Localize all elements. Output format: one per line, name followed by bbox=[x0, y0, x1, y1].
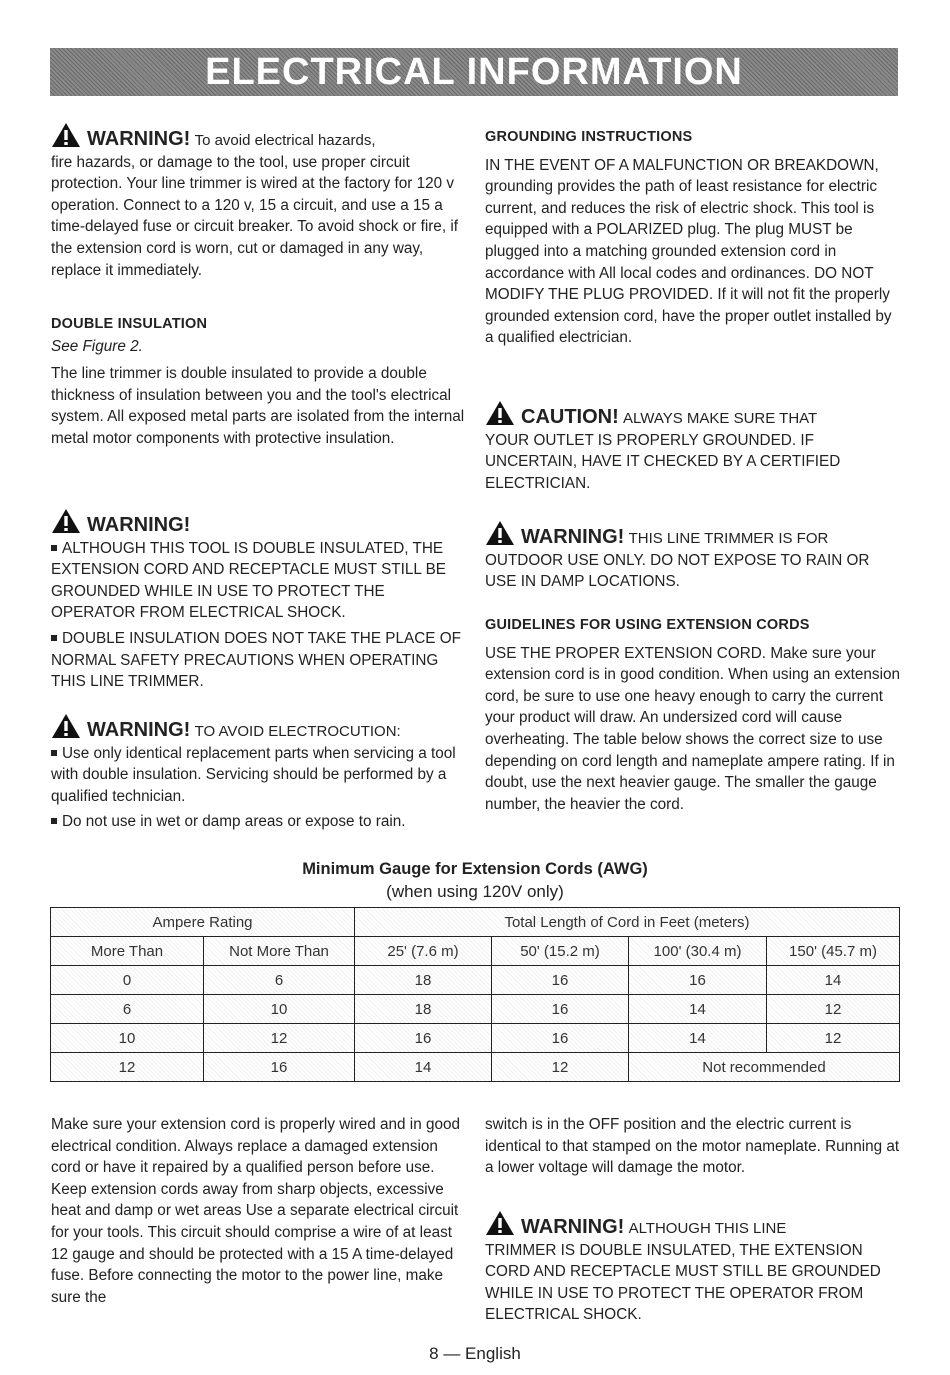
bullet-text: DOUBLE INSULATION DOES NOT TAKE THE PLACE OF NORMAL SAFETY PRECAUTIONS WHEN OPERATING THIS LINE TRIMMER. bbox=[51, 629, 461, 691]
table-cell: 10 bbox=[204, 995, 355, 1024]
section-body: Make sure your extension cord is properly wired and in good electrical condition. Always replace a damaged extension cord or have it repaired by a qualified person before use. Keep extension cords away from sharp objects, excessive heat and damp or wet areas Use a separate electrical circuit for your tools. This circuit should comprise a wire of at least 12 gauge and should be protected with a 15 A time-delayed fuse. Before connecting the motor to the power line, make sure the bbox=[51, 1116, 460, 1306]
warning-body: OUTDOOR USE ONLY. DO NOT EXPOSE TO RAIN OR USE IN DAMP LOCATIONS. bbox=[485, 551, 870, 591]
section-body: switch is in the OFF position and the electric current is identical to that stamped on the motor nameplate. Running at a lower voltage will damage the motor. bbox=[485, 1116, 900, 1177]
warning-lead: To avoid electrical hazards, bbox=[194, 132, 376, 149]
caution-outlet-grounded bbox=[485, 400, 903, 494]
table-cell: 16 bbox=[204, 1053, 355, 1082]
warning-body: TRIMMER IS DOUBLE INSULATED, THE EXTENSION CORD AND RECEPTACLE MUST STILL BE GROUNDED WHILE IN USE TO PROTECT THE OPERATOR FROM ELECTRICAL SHOCK. bbox=[485, 1241, 881, 1324]
table-cell: 12 bbox=[767, 1024, 900, 1053]
bullet-icon bbox=[51, 750, 57, 756]
banner-title: ELECTRICAL INFORMATION bbox=[205, 50, 743, 93]
section-heading: GROUNDING INSTRUCTIONS bbox=[485, 129, 693, 145]
header-length-50: 50' (15.2 m) bbox=[492, 937, 629, 966]
caution-lead: ALWAYS MAKE SURE THAT bbox=[623, 410, 818, 427]
warning-electrical-hazards bbox=[51, 122, 467, 281]
header-total-length: Total Length of Cord in Feet (meters) bbox=[355, 908, 900, 937]
table-cell: 14 bbox=[629, 995, 767, 1024]
table-header-row bbox=[51, 908, 900, 937]
table-cell: 16 bbox=[355, 1024, 492, 1053]
warning-triangle-icon bbox=[485, 520, 515, 546]
table-cell: 18 bbox=[355, 966, 492, 995]
header-ampere-rating: Ampere Rating bbox=[51, 908, 355, 937]
table-row bbox=[51, 1024, 900, 1053]
table-subtitle: (when using 120V only) bbox=[386, 882, 564, 901]
table-cell: 12 bbox=[204, 1024, 355, 1053]
warning-triangle-icon bbox=[485, 1210, 515, 1236]
warning-label: WARNING! bbox=[87, 514, 191, 536]
bullet-icon bbox=[51, 635, 57, 641]
table-cell: 18 bbox=[355, 995, 492, 1024]
warning-label: WARNING! bbox=[521, 1216, 625, 1238]
warning-label: WARNING! bbox=[87, 719, 191, 741]
section-lead: IN THE EVENT OF A MALFUNCTION OR BREAKDOWN, bbox=[485, 156, 879, 174]
table-cell: 6 bbox=[204, 966, 355, 995]
table-row bbox=[51, 1053, 900, 1082]
warning-lead: THIS LINE TRIMMER IS FOR bbox=[628, 530, 829, 547]
table-row bbox=[51, 966, 900, 995]
extension-cord-guidelines bbox=[485, 615, 903, 815]
warning-lead: TO AVOID ELECTROCUTION: bbox=[194, 723, 401, 740]
table-cell: 10 bbox=[51, 1024, 204, 1053]
warning-lead: ALTHOUGH THIS LINE bbox=[628, 1220, 787, 1237]
table-cell: 14 bbox=[355, 1053, 492, 1082]
table-cell: 12 bbox=[51, 1053, 204, 1082]
header-length-25: 25' (7.6 m) bbox=[355, 937, 492, 966]
bullet-icon bbox=[51, 818, 57, 824]
warning-body: fire hazards, or damage to the tool, use proper circuit protection. Your line trimmer is wired at the factory for 120 v operation. Connect to a 120 v, 15 a circuit, and use a 15 a time-delayed fuse or circuit breaker. To avoid shock or fire, if the extension cord is worn, cut or damaged in any way, replace it immediately. bbox=[51, 153, 458, 279]
bullet-text: Use only identical replacement parts when servicing a tool with double insulation. Servicing should be performed by a qualified technician. bbox=[51, 744, 456, 805]
section-body: grounding provides the path of least resistance for electric current, and reduces the risk of electric shock. This tool is equipped with a POLARIZED plug. The plug MUST be plugged into a matching grounded extension cord in accordance with All local codes and ordinances. DO NOT MODIFY THE PLUG PROVIDED. If it will not fit the properly grounded extension cord, have the proper outlet installed by a qualified electrician. bbox=[485, 178, 892, 347]
figure-reference: See Figure 2. bbox=[51, 337, 143, 355]
table-cell: 16 bbox=[492, 995, 629, 1024]
warning-triangle-icon bbox=[51, 713, 81, 739]
warning-electrocution bbox=[51, 713, 467, 833]
section-heading: GUIDELINES FOR USING EXTENSION CORDS bbox=[485, 617, 810, 633]
table-cell: 12 bbox=[492, 1053, 629, 1082]
warning-label: WARNING! bbox=[521, 526, 625, 548]
bullet-icon bbox=[51, 545, 57, 551]
gauge-table bbox=[50, 907, 900, 1082]
warning-double-insulated bbox=[51, 508, 467, 693]
section-heading: DOUBLE INSULATION bbox=[51, 316, 208, 332]
warning-outdoor-use bbox=[485, 520, 903, 593]
header-more-than: More Than bbox=[51, 937, 204, 966]
warning-triangle-icon bbox=[485, 400, 515, 426]
section-lead: USE THE PROPER EXTENSION CORD. bbox=[485, 644, 767, 662]
warning-triangle-icon bbox=[51, 508, 81, 534]
table-cell: 6 bbox=[51, 995, 204, 1024]
extension-cord-care bbox=[51, 1114, 467, 1308]
section-body: Make sure your extension cord is in good condition. When using an extension cord, be sure to use one heavy enough to carry the current your product will draw. An undersized cord will cause overheating. The table below shows the correct size to use depending on cord length and nameplate ampere rating. If in doubt, use the next heavier gauge. The smaller the gauge number, the heavier the cord. bbox=[485, 644, 900, 813]
header-length-150: 150' (45.7 m) bbox=[767, 937, 900, 966]
double-insulation-section bbox=[51, 314, 467, 450]
bullet-text: Do not use in wet or damp areas or expose to rain. bbox=[62, 813, 406, 831]
warning-label: WARNING! bbox=[87, 128, 191, 150]
caution-body: YOUR OUTLET IS PROPERLY GROUNDED. IF UNCERTAIN, HAVE IT CHECKED BY A CERTIFIED ELECTRICIAN. bbox=[485, 431, 841, 492]
warning-grounded-cord bbox=[485, 1210, 903, 1326]
warning-triangle-icon bbox=[51, 122, 81, 148]
header-not-more-than: Not More Than bbox=[204, 937, 355, 966]
header-length-100: 100' (30.4 m) bbox=[629, 937, 767, 966]
table-row bbox=[51, 995, 900, 1024]
section-body: The line trimmer is double insulated to provide a double thickness of insulation between you and the tool's electrical system. All exposed metal parts are isolated from the internal metal motor components with protective insulation. bbox=[51, 365, 465, 447]
page-footer: 8 — English bbox=[429, 1344, 521, 1363]
table-title: Minimum Gauge for Extension Cords (AWG) bbox=[302, 860, 648, 878]
table-cell: 14 bbox=[629, 1024, 767, 1053]
table-cell: 16 bbox=[492, 1024, 629, 1053]
caution-label: CAUTION! bbox=[521, 406, 619, 428]
table-cell: 0 bbox=[51, 966, 204, 995]
table-subheader-row bbox=[51, 937, 900, 966]
bullet-text: ALTHOUGH THIS TOOL IS DOUBLE INSULATED, THE EXTENSION CORD AND RECEPTACLE MUST STILL BE GROUNDED WHILE IN USE TO PROTECT THE OPERATOR FROM ELECTRICAL SHOCK. bbox=[51, 539, 446, 622]
table-cell-not-recommended: Not recommended bbox=[629, 1053, 900, 1082]
table-cell: 14 bbox=[767, 966, 900, 995]
table-cell: 16 bbox=[629, 966, 767, 995]
grounding-instructions-section bbox=[485, 127, 903, 349]
section-banner bbox=[50, 48, 898, 96]
voltage-note bbox=[485, 1114, 903, 1179]
table-cell: 12 bbox=[767, 995, 900, 1024]
table-cell: 16 bbox=[492, 966, 629, 995]
